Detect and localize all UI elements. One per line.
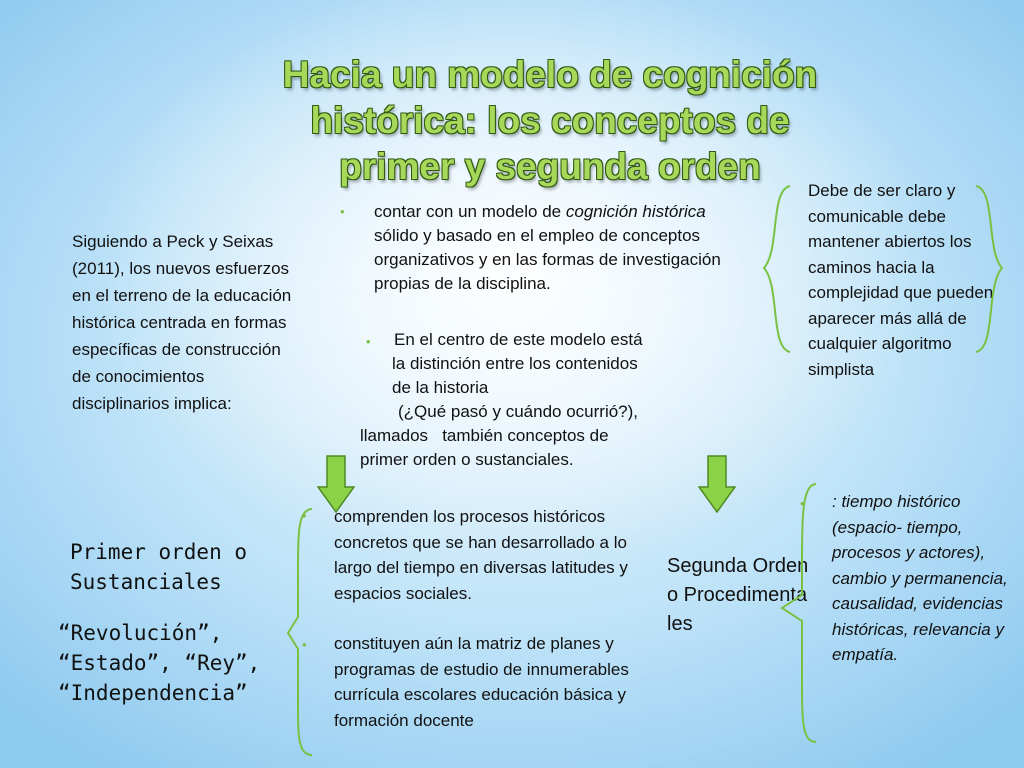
center-bullet-1-post: sólido y basado en el empleo de conceptos organizativos y en las formas de investigación propias de la disciplina. bbox=[374, 226, 721, 293]
center-bullet-2-line-3: de la historia bbox=[392, 378, 489, 397]
bracket-icon bbox=[780, 480, 820, 750]
first-order-label: Primer orden o Sustanciales bbox=[70, 540, 248, 594]
title-line-3: primer y segunda orden bbox=[339, 146, 761, 187]
bracket-icon bbox=[286, 505, 316, 760]
first-order-examples: “Revolución”, “Estado”, “Rey”, “Independencia” bbox=[58, 621, 261, 705]
bullet-marker: • bbox=[340, 204, 345, 219]
bullet-marker: • bbox=[800, 496, 805, 511]
second-order-list: : tiempo histórico (espacio- tiempo, procesos y actores), cambio y permanencia, causalidad, evidencias históricas, relevancia y empatía. bbox=[832, 492, 1008, 664]
center-bullet-2-line-5: llamados también conceptos de bbox=[360, 426, 609, 445]
arrow-down-icon bbox=[698, 455, 736, 513]
second-order-label: Segunda Orden o Procedimentales bbox=[667, 555, 809, 635]
bullet-marker: • bbox=[366, 334, 371, 349]
center-bullet-2 bbox=[360, 328, 720, 472]
right-note: Debe de ser claro y comunicable debe mantener abiertos los caminos hacia la complejidad que pueden aparecer más allá de cualquier algoritmo simplista bbox=[808, 181, 994, 379]
slide-title bbox=[230, 52, 870, 190]
title-line-1: Hacia un modelo de cognición bbox=[282, 54, 818, 95]
bullet-marker: • bbox=[302, 637, 307, 652]
center-bullet-2-line-6: primer orden o sustanciales. bbox=[360, 450, 574, 469]
center-bullet-2-line-4: (¿Qué pasó y cuándo ocurrió?), bbox=[398, 402, 639, 421]
center-bullet-2-line-2: la distinción entre los contenidos bbox=[392, 354, 638, 373]
bottom-bullet-2: constituyen aún la matriz de planes y programas de estudio de innumerables currícula escolares educación básica y formación docente bbox=[334, 634, 629, 730]
center-bullet-1-italic: cognición histórica bbox=[565, 202, 706, 221]
center-bullet-1-pre: contar con un modelo de bbox=[374, 202, 566, 221]
bottom-bullet-1: comprenden los procesos históricos concretos que se han desarrollado a lo largo del tiempo en diversas latitudes y espacios sociales. bbox=[334, 507, 628, 603]
intro-paragraph: Siguiendo a Peck y Seixas (2011), los nuevos esfuerzos en el terreno de la educación histórica centrada en formas específicas de construcción de conocimientos disciplinarios implica: bbox=[72, 232, 292, 413]
center-bullet-1 bbox=[374, 200, 744, 296]
brace-icon bbox=[758, 180, 1008, 360]
center-bullet-2-line-1: En el centro de este modelo está bbox=[394, 330, 643, 349]
title-line-2: histórica: los conceptos de bbox=[310, 100, 790, 141]
bullet-marker: • bbox=[302, 508, 307, 523]
